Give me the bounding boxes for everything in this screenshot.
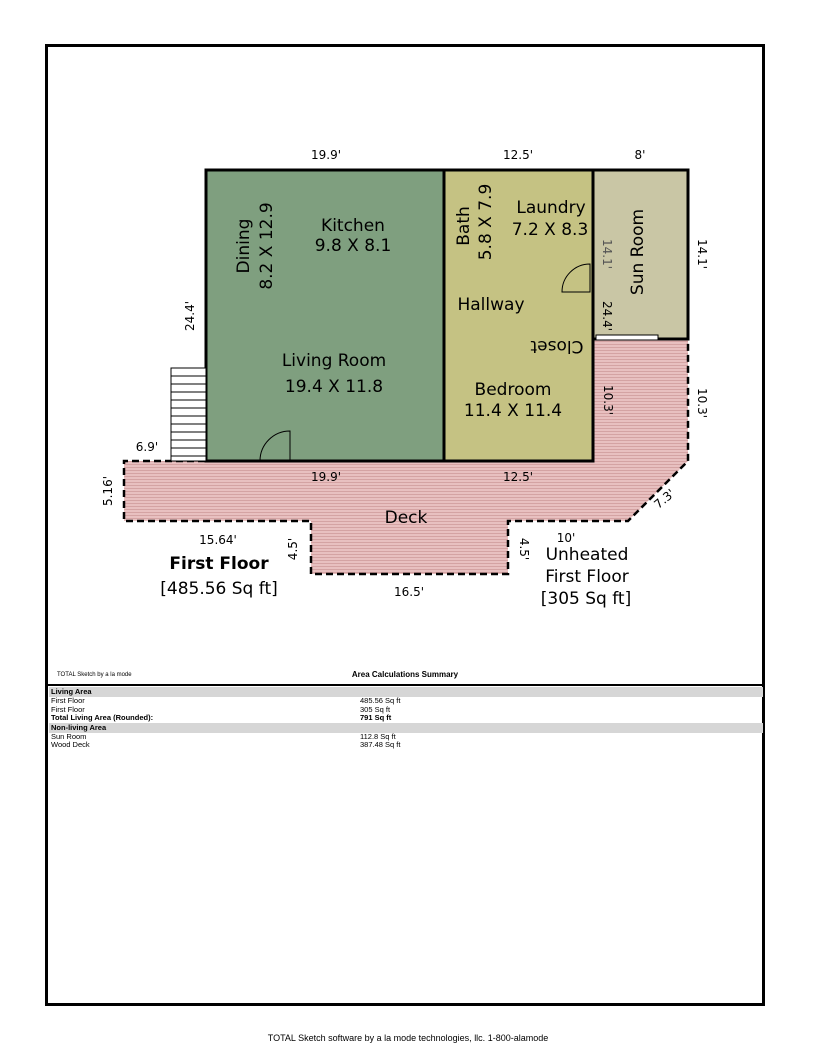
dim-deck-bottom-right: 10'	[556, 531, 576, 545]
living-area-header: Living Area	[49, 687, 763, 697]
footer-credit: TOTAL Sketch software by a la mode technologies, llc. 1-800-alamode	[267, 1033, 549, 1043]
room-bath-dims: 5.8 X 7.9	[476, 183, 496, 261]
row-value: 305 Sq ft	[360, 704, 391, 714]
area-summary-table	[49, 687, 763, 750]
room-kitchen-name: Kitchen	[321, 216, 385, 236]
row-name: Wood Deck	[51, 740, 90, 749]
dim-top-sunroom: 8'	[634, 148, 646, 162]
table-row	[49, 697, 763, 706]
dim-top-bedroom: 12.5'	[502, 148, 534, 162]
dim-right-sunroom: 14.1'	[695, 238, 709, 270]
dim-right-deck: 10.3'	[695, 387, 709, 419]
table-row	[49, 741, 763, 750]
row-value: 112.8 Sq ft	[360, 731, 396, 741]
nonliving-area-header: Non-living Area	[49, 723, 763, 733]
first-floor-area: [485.56 Sq ft]	[160, 579, 278, 599]
room-laundry-dims: 7.2 X 8.3	[511, 220, 589, 240]
row-name: First Floor	[51, 704, 85, 714]
sun-room-door	[596, 335, 658, 340]
dim-top-living: 19.9'	[310, 148, 342, 162]
room-laundry-name: Laundry	[516, 198, 586, 218]
dim-deck-top-b: 12.5'	[502, 470, 534, 484]
row-value: 387.48 Sq ft	[360, 740, 401, 749]
dim-deck-step-right: 4.5'	[517, 537, 531, 561]
total-value: 791 Sq ft	[360, 713, 392, 722]
unheated-area: [305 Sq ft]	[540, 589, 632, 609]
dim-deck-bottom-mid: 16.5'	[393, 585, 425, 599]
room-dining-dims: 8.2 X 12.9	[257, 202, 277, 290]
room-kitchen-dims: 9.8 X 8.1	[314, 236, 392, 256]
dim-deck-bottom-left: 15.64'	[199, 533, 237, 547]
row-value: 485.56 Sq ft	[360, 696, 401, 705]
room-closet-name: Closet	[530, 336, 584, 356]
dim-deck-diag: 7.3'	[651, 486, 678, 512]
total-name: Total Living Area (Rounded):	[51, 713, 154, 722]
room-sunroom-name: Sun Room	[628, 208, 648, 296]
room-bedroom-name: Bedroom	[474, 380, 552, 400]
dim-deck-top-a: 19.9'	[310, 470, 342, 484]
summary-header	[47, 669, 763, 685]
living-section	[206, 170, 444, 461]
summary-brand: TOTAL Sketch by a la mode	[57, 672, 132, 678]
dim-deck-inner: 10.3'	[601, 384, 615, 416]
dim-deck-step-left: 4.5'	[286, 537, 300, 561]
table-row	[49, 733, 763, 742]
summary-title: Area Calculations Summary	[351, 670, 459, 679]
dim-left: 24.4'	[183, 300, 197, 332]
total-row	[49, 714, 763, 723]
room-living-name: Living Room	[281, 351, 387, 371]
row-name: Sun Room	[51, 731, 87, 741]
table-row	[49, 706, 763, 715]
dim-sunroom-inner: 14.1'	[600, 238, 614, 270]
stairs	[171, 368, 206, 461]
summary-rule	[47, 684, 763, 686]
dim-sunroom-lower: 24.4'	[600, 300, 614, 332]
room-dining-name: Dining	[234, 218, 254, 274]
room-living-dims: 19.4 X 11.8	[284, 377, 384, 397]
room-deck-name: Deck	[384, 508, 428, 528]
dim-stairs-width: 6.9'	[135, 440, 159, 454]
room-bath-name: Bath	[454, 206, 474, 246]
dim-deck-left: 5.16'	[101, 475, 115, 507]
unheated-label-1: Unheated	[545, 545, 629, 565]
first-floor-title: First Floor	[169, 554, 269, 574]
room-bedroom-dims: 11.4 X 11.4	[463, 401, 563, 421]
unheated-label-2: First Floor	[545, 567, 629, 587]
row-name: First Floor	[51, 696, 85, 705]
room-hallway-name: Hallway	[457, 295, 525, 315]
